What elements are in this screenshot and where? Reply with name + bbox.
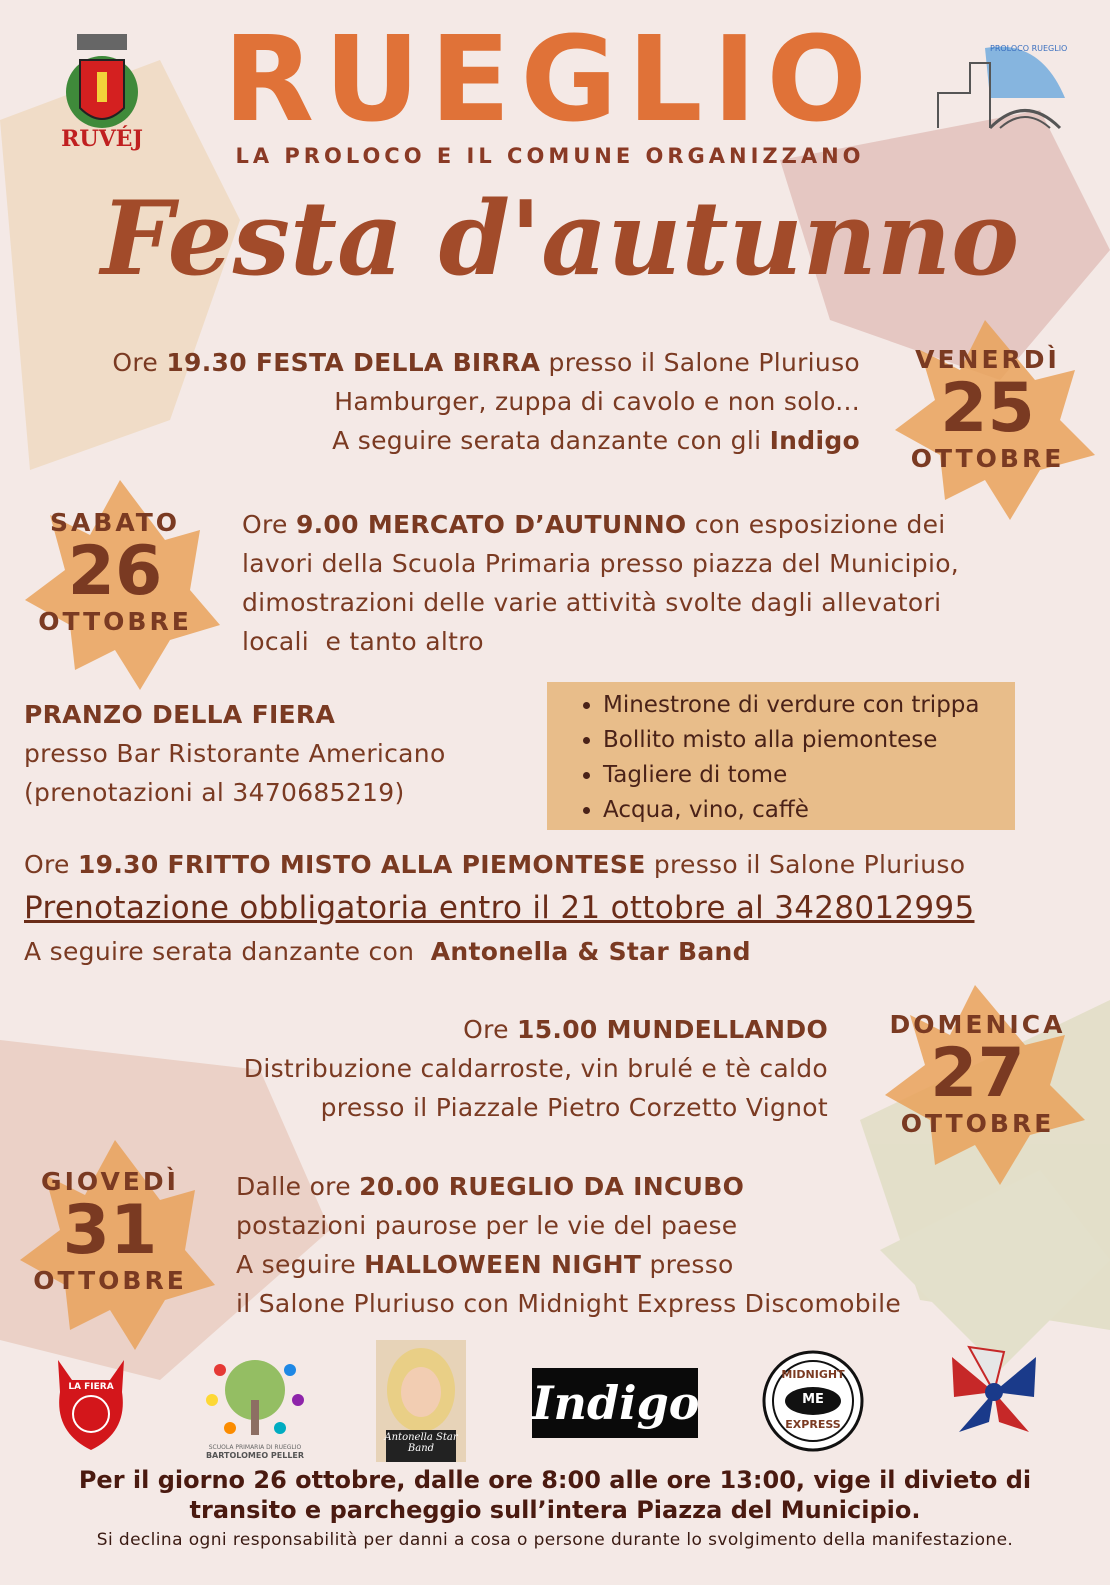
event-sunday-line-3: presso il Piazzale Pietro Corzetto Vignot — [320, 1093, 828, 1122]
traffic-notice-line-2: transito e parcheggio sull’intera Piazza del Municipio. — [189, 1496, 921, 1524]
traffic-notice — [20, 1465, 1090, 1525]
school-text-1: SCUOLA PRIMARIA DI RUEGLIO — [208, 1444, 302, 1451]
event-saturday-line-2: lavori della Scuola Primaria presso piazza del Municipio, — [242, 549, 960, 578]
date-badge-saturday — [20, 508, 210, 636]
evening-dance: A seguire serata danzante con Antonella & Star Band — [24, 937, 751, 966]
la-fiera-logo — [50, 1352, 132, 1452]
date-day-number: 26 — [67, 532, 163, 611]
event-saturday-line-1: Ore 9.00 MERCATO D’AUTUNNO con esposizione dei — [242, 510, 946, 539]
event-thursday-line-4: il Salone Pluriuso con Midnight Express Discomobile — [236, 1289, 902, 1318]
date-day-name: SABATO — [49, 508, 181, 537]
date-badge-sunday — [880, 1010, 1075, 1138]
menu-item: • Minestrone di verdure con trippa — [603, 688, 1015, 723]
lunch-menu-box — [547, 682, 1015, 830]
date-month: OTTOBRE — [900, 1109, 1055, 1138]
indigo-text: Indigo — [532, 1376, 700, 1430]
date-badge-friday — [895, 345, 1080, 473]
lunch-booking: (prenotazioni al 3470685219) — [24, 778, 405, 807]
lunch-menu-list — [573, 688, 1015, 828]
event-sunday-line-1: Ore 15.00 MUNDELLANDO — [463, 1015, 828, 1044]
proloco-logo-text: PROLOCO RUEGLIO — [990, 44, 1068, 53]
midnight-bottom-text: EXPRESS — [785, 1418, 841, 1431]
event-thursday-text — [236, 1167, 1096, 1323]
date-day-number: 31 — [62, 1191, 158, 1270]
school-logo — [200, 1350, 310, 1460]
ruvej-coat-of-arms-logo — [42, 30, 162, 160]
lunch-info — [24, 695, 544, 812]
antonella-star-band-photo — [376, 1340, 466, 1462]
event-friday-text — [40, 343, 860, 460]
midnight-mid-text: ME — [802, 1392, 824, 1407]
event-saturday-evening — [24, 845, 1104, 971]
la-fiera-text: LA FIERA — [68, 1382, 114, 1392]
event-sunday-text — [40, 1010, 828, 1127]
proloco-rueglio-logo — [930, 38, 1070, 133]
evening-line-1: Ore 19.30 FRITTO MISTO ALLA PIEMONTESE presso il Salone Pluriuso — [24, 850, 966, 879]
event-friday-line-3: A seguire serata danzante con gli Indigo — [332, 426, 860, 455]
midnight-express-logo — [762, 1350, 864, 1452]
date-month: OTTOBRE — [38, 607, 192, 636]
event-thursday-line-2: postazioni paurose per le vie del paese — [236, 1211, 738, 1240]
menu-item: • Acqua, vino, caffè — [603, 793, 1015, 828]
date-badge-thursday — [15, 1167, 205, 1295]
stars-stripes-bow-icon — [944, 1342, 1044, 1442]
date-day-name: GIOVEDÌ — [41, 1167, 179, 1196]
menu-item: • Bollito misto alla piemontese — [603, 723, 1015, 758]
disclaimer: Si declina ogni responsabilità per danni a cosa o persone durante lo svolgimento della manifestazione. — [96, 1530, 1014, 1550]
midnight-top-text: MIDNIGHT — [781, 1368, 845, 1381]
event-sunday-line-2: Distribuzione caldarroste, vin brulé e tè caldo — [243, 1054, 828, 1083]
event-saturday-market-text — [242, 505, 1102, 661]
event-saturday-line-3: dimostrazioni delle varie attività svolte dagli allevatori — [242, 588, 942, 617]
date-day-name: VENERDÌ — [915, 345, 1060, 374]
date-day-number: 25 — [940, 369, 1035, 448]
indigo-logo — [532, 1368, 698, 1438]
mandatory-booking: Prenotazione obbligatoria entro il 21 ottobre al 3428012995 — [24, 890, 975, 926]
menu-item: • Tagliere di tome — [603, 758, 1015, 793]
page-title: RUEGLIO — [223, 10, 877, 148]
date-month: OTTOBRE — [33, 1266, 187, 1295]
lunch-location: presso Bar Ristorante Americano — [24, 739, 446, 768]
ruvej-logo-text: RUVÉJ — [61, 126, 143, 152]
page-subtitle: LA PROLOCO E IL COMUNE ORGANIZZANO — [235, 144, 865, 168]
traffic-notice-line-1: Per il giorno 26 ottobre, dalle ore 8:00 alle ore 13:00, vige il divieto di — [78, 1466, 1032, 1494]
event-friday-line-2: Hamburger, zuppa di cavolo e non solo... — [334, 387, 860, 416]
event-friday-line-1: Ore 19.30 FESTA DELLA BIRRA presso il Salone Pluriuso — [112, 348, 860, 377]
event-thursday-line-1: Dalle ore 20.00 RUEGLIO DA INCUBO — [236, 1172, 745, 1201]
festival-name: Festa d'autunno — [100, 179, 1020, 299]
date-day-number: 27 — [930, 1034, 1025, 1113]
event-thursday-line-3: A seguire HALLOWEEN NIGHT presso — [236, 1250, 734, 1279]
lunch-title: PRANZO DELLA FIERA — [24, 700, 336, 729]
date-month: OTTOBRE — [910, 444, 1065, 473]
school-text-2: BARTOLOMEO PELLER — [205, 1451, 305, 1460]
event-saturday-line-4: locali e tanto altro — [242, 627, 484, 656]
antonella-label: Antonella Star Band — [384, 1432, 458, 1454]
date-day-name: DOMENICA — [889, 1010, 1066, 1039]
